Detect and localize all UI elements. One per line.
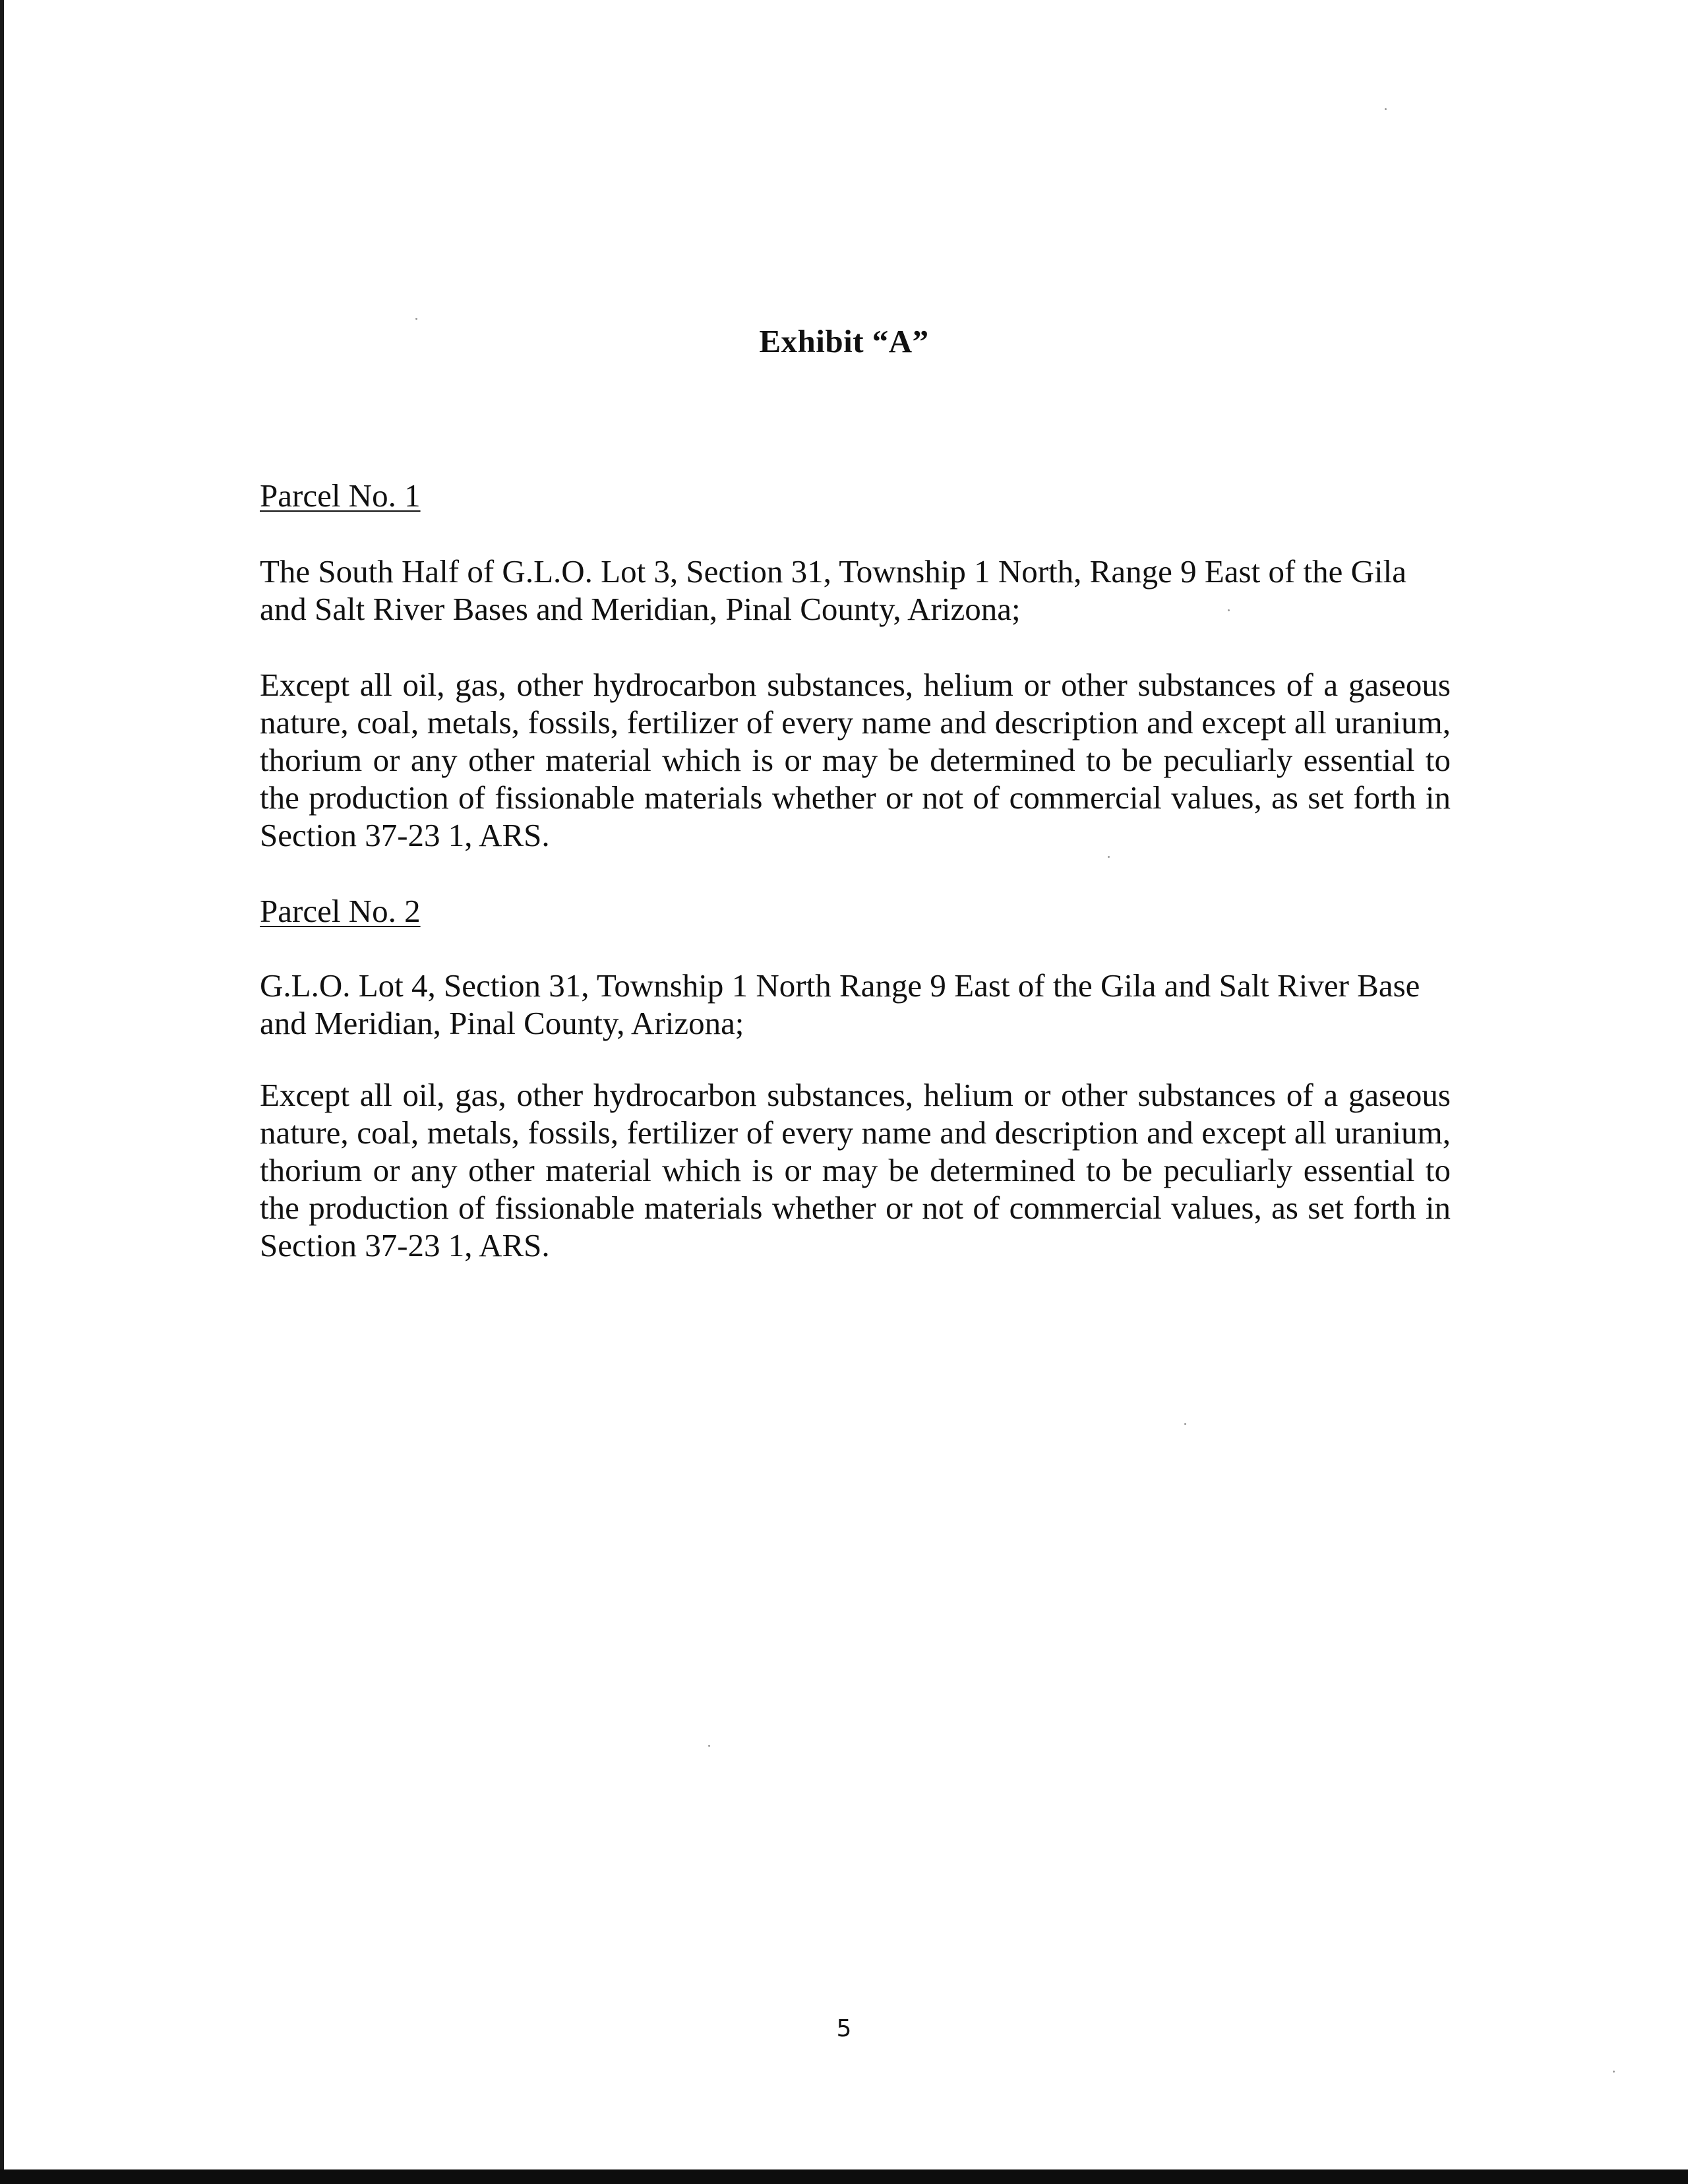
- scan-edge-bottom: [0, 2169, 1688, 2184]
- parcel-2-description: G.L.O. Lot 4, Section 31, Township 1 North Range 9 East of the Gila and Salt River Base and Meridian, Pinal County, Arizona;: [260, 967, 1420, 1041]
- scan-speck: [1108, 856, 1110, 858]
- parcel-1-description: The South Half of G.L.O. Lot 3, Section 31, Township 1 North, Range 9 East of the Gila and Salt River Bases and Meridian, Pinal County, Arizona;: [260, 553, 1406, 627]
- scan-speck: [708, 1745, 710, 1747]
- scan-speck: [1228, 609, 1230, 611]
- scan-speck: [1184, 1423, 1186, 1425]
- scan-speck: [1613, 2071, 1615, 2073]
- parcel-1-exception: Except all oil, gas, other hydrocarbon substances, helium or other substances of a gaseous nature, coal, metals, fossils, fertilizer of every name and description and except all uranium, thorium or any other material which is or may be determined to be peculiarly essential to the production of fissionable materials whether or not of commercial values, as set forth in Section 37-23 1, ARS.: [260, 667, 1451, 853]
- parcel-2-heading: Parcel No. 2: [260, 893, 421, 929]
- scan-speck: [1385, 108, 1387, 110]
- page-number: 5: [836, 2015, 852, 2042]
- parcel-1-heading: Parcel No. 1: [260, 477, 421, 514]
- exhibit-title: Exhibit “A”: [759, 323, 929, 359]
- scan-speck: [415, 318, 417, 320]
- parcel-2-exception: Except all oil, gas, other hydrocarbon substances, helium or other substances of a gaseous nature, coal, metals, fossils, fertilizer of every name and description and except all uranium, thorium or any other material which is or may be determined to be peculiarly essential to the production of fissionable materials whether or not of commercial values, as set forth in Section 37-23 1, ARS.: [260, 1077, 1451, 1263]
